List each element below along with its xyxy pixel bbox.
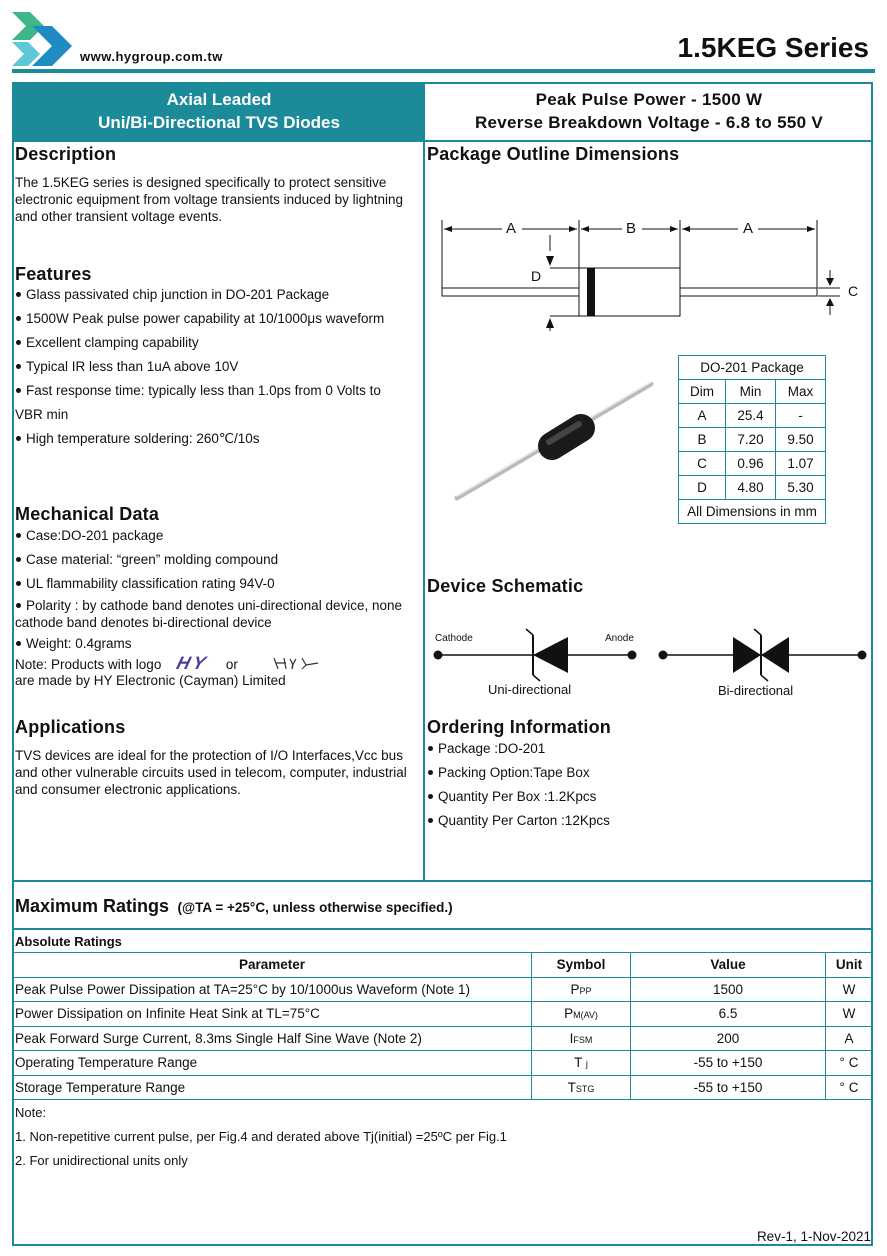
- table-row: Operating Temperature Range T j -55 to +150 ° C: [13, 1051, 873, 1076]
- dim-header: Dim: [679, 380, 726, 404]
- table-row: Peak Forward Surge Current, 8.3ms Single Half Sine Wave (Note 2) IFSM 200 A: [13, 1026, 873, 1051]
- package-outline-drawing: [430, 215, 870, 340]
- dim-table-footer: All Dimensions in mm: [679, 500, 826, 524]
- dim-table-title: DO-201 Package: [679, 356, 826, 380]
- description-line: and other transient voltage events.: [15, 209, 223, 224]
- dim-header: Max: [775, 380, 825, 404]
- applications-text: TVS devices are ideal for the protection of I/O Interfaces,Vcc bus and other vulnerable circuits used in telecom, computer, industrial and consumer electronic applications.: [15, 748, 407, 797]
- dim-label-c: C: [848, 283, 859, 299]
- feature-item: Glass passivated chip junction in DO-201 Package: [15, 287, 420, 311]
- banner-left-line1: Axial Leaded: [166, 90, 272, 109]
- table-row: B 7.20 9.50: [679, 428, 826, 452]
- banner-left-line2: Uni/Bi-Directional TVS Diodes: [98, 113, 340, 132]
- note-2: 2. For unidirectional units only: [15, 1153, 188, 1168]
- table-row: D 4.80 5.30: [679, 476, 826, 500]
- ordering-item: Quantity Per Carton :12Kpcs: [427, 813, 867, 837]
- logo-note: Note: Products with logo HY or are made by HY Electronic (Cayman) Limited: [15, 655, 420, 689]
- banner-right-line1: Peak Pulse Power - 1500 W: [535, 90, 763, 109]
- ratings-header: Unit: [826, 953, 873, 978]
- ordering-item: Packing Option:Tape Box: [427, 765, 867, 789]
- ratings-heading: [15, 896, 453, 917]
- uni-directional-symbol: [430, 625, 640, 685]
- uni-directional-label: Uni-directional: [488, 682, 572, 697]
- cathode-label: Cathode: [435, 633, 473, 644]
- dim-label-a-left: A: [506, 220, 517, 237]
- ordering-list: [427, 741, 867, 837]
- ratings-title-rule: [14, 928, 872, 930]
- feature-item: High temperature soldering: 260℃/10s: [15, 431, 420, 455]
- weight-item: Weight: 0.4grams: [15, 635, 132, 652]
- note-1: 1. Non-repetitive current pulse, per Fig.4 and derated above Tj(initial) =25ºC per Fig.1: [15, 1129, 507, 1144]
- dim-label-b: B: [626, 220, 637, 237]
- description-title: Description: [15, 144, 117, 164]
- mechanical-item: UL flammability classification rating 94V-0: [15, 576, 420, 600]
- table-row: Power Dissipation on Infinite Heat Sink at TL=75°C PM(AV) 6.5 W: [13, 1002, 873, 1027]
- ratings-header: Parameter: [13, 953, 532, 978]
- dim-label-a-right: A: [743, 220, 754, 237]
- anode-label: Anode: [605, 633, 634, 644]
- feature-continuation: VBR min: [15, 407, 69, 422]
- company-url[interactable]: www.hygroup.com.tw: [80, 49, 223, 64]
- dimensions-table: [678, 355, 826, 524]
- table-row: C 0.96 1.07: [679, 452, 826, 476]
- features-title: Features: [15, 264, 92, 284]
- ratings-notes: [15, 1104, 507, 1169]
- series-title: 1.5KEG Series: [677, 32, 869, 63]
- mechanical-list: [15, 528, 420, 600]
- ratings-header: Symbol: [532, 953, 631, 978]
- ratings-condition: (@TA = +25°C, unless otherwise specified.): [177, 900, 453, 915]
- ratings-header: Value: [631, 953, 826, 978]
- dim-label-d: D: [531, 268, 542, 284]
- ordering-title: Ordering Information: [427, 717, 611, 737]
- feature-item: Typical IR less than 1uA above 10V: [15, 359, 420, 383]
- banner-right-line2: Reverse Breakdown Voltage - 6.8 to 550 V: [474, 113, 824, 132]
- mechanical-title: Mechanical Data: [15, 504, 160, 524]
- polarity-text: Polarity : by cathode band denotes uni-directional device, none cathode band denotes bi-directional device: [15, 598, 402, 630]
- bi-directional-label: Bi-directional: [718, 683, 794, 698]
- schematic-title: Device Schematic: [427, 576, 584, 596]
- feature-item: Excellent clamping capability: [15, 335, 420, 359]
- banner-divider: [14, 140, 872, 142]
- ratings-title: Maximum Ratings: [15, 896, 170, 916]
- ratings-divider: [14, 880, 872, 882]
- diode-photo: [445, 370, 665, 510]
- power-voltage-banner: [426, 84, 872, 140]
- dim-header: Min: [726, 380, 776, 404]
- mechanical-item: Case:DO-201 package: [15, 528, 420, 552]
- description-line: electronic equipment from voltage transients induced by lightning: [15, 192, 403, 207]
- revision-label: Rev-1, 1-Nov-2021: [756, 1229, 871, 1244]
- table-row: A 25.4 -: [679, 404, 826, 428]
- note-label: Note:: [15, 1105, 47, 1120]
- feature-item: Fast response time: typically less than 1.0ps from 0 Volts to: [15, 383, 420, 407]
- mechanical-item: Case material: “green” molding compound: [15, 552, 420, 576]
- applications-title: Applications: [15, 717, 126, 737]
- header-rule: [12, 69, 875, 73]
- ordering-item: Quantity Per Box :1.2Kpcs: [427, 789, 867, 813]
- description-line: The 1.5KEG series is designed specifically to protect sensitive: [15, 175, 387, 190]
- bi-directional-symbol: [655, 625, 870, 685]
- ratings-table: [12, 952, 873, 1100]
- description-text: [15, 174, 420, 225]
- product-type-banner: [14, 84, 424, 140]
- ordering-item: Package :DO-201: [427, 741, 867, 765]
- absolute-ratings-label: Absolute Ratings: [15, 934, 122, 949]
- feature-item: 1500W Peak pulse power capability at 10/1000μs waveform: [15, 311, 420, 335]
- hy-logo: HY: [174, 653, 211, 673]
- features-list: [15, 287, 420, 455]
- table-row: Peak Pulse Power Dissipation at TA=25°C by 10/1000us Waveform (Note 1) PPP 1500 W: [13, 977, 873, 1002]
- company-logo: [12, 12, 74, 68]
- table-row: Storage Temperature Range TSTG -55 to +150 ° C: [13, 1075, 873, 1100]
- package-title: Package Outline Dimensions: [427, 144, 680, 164]
